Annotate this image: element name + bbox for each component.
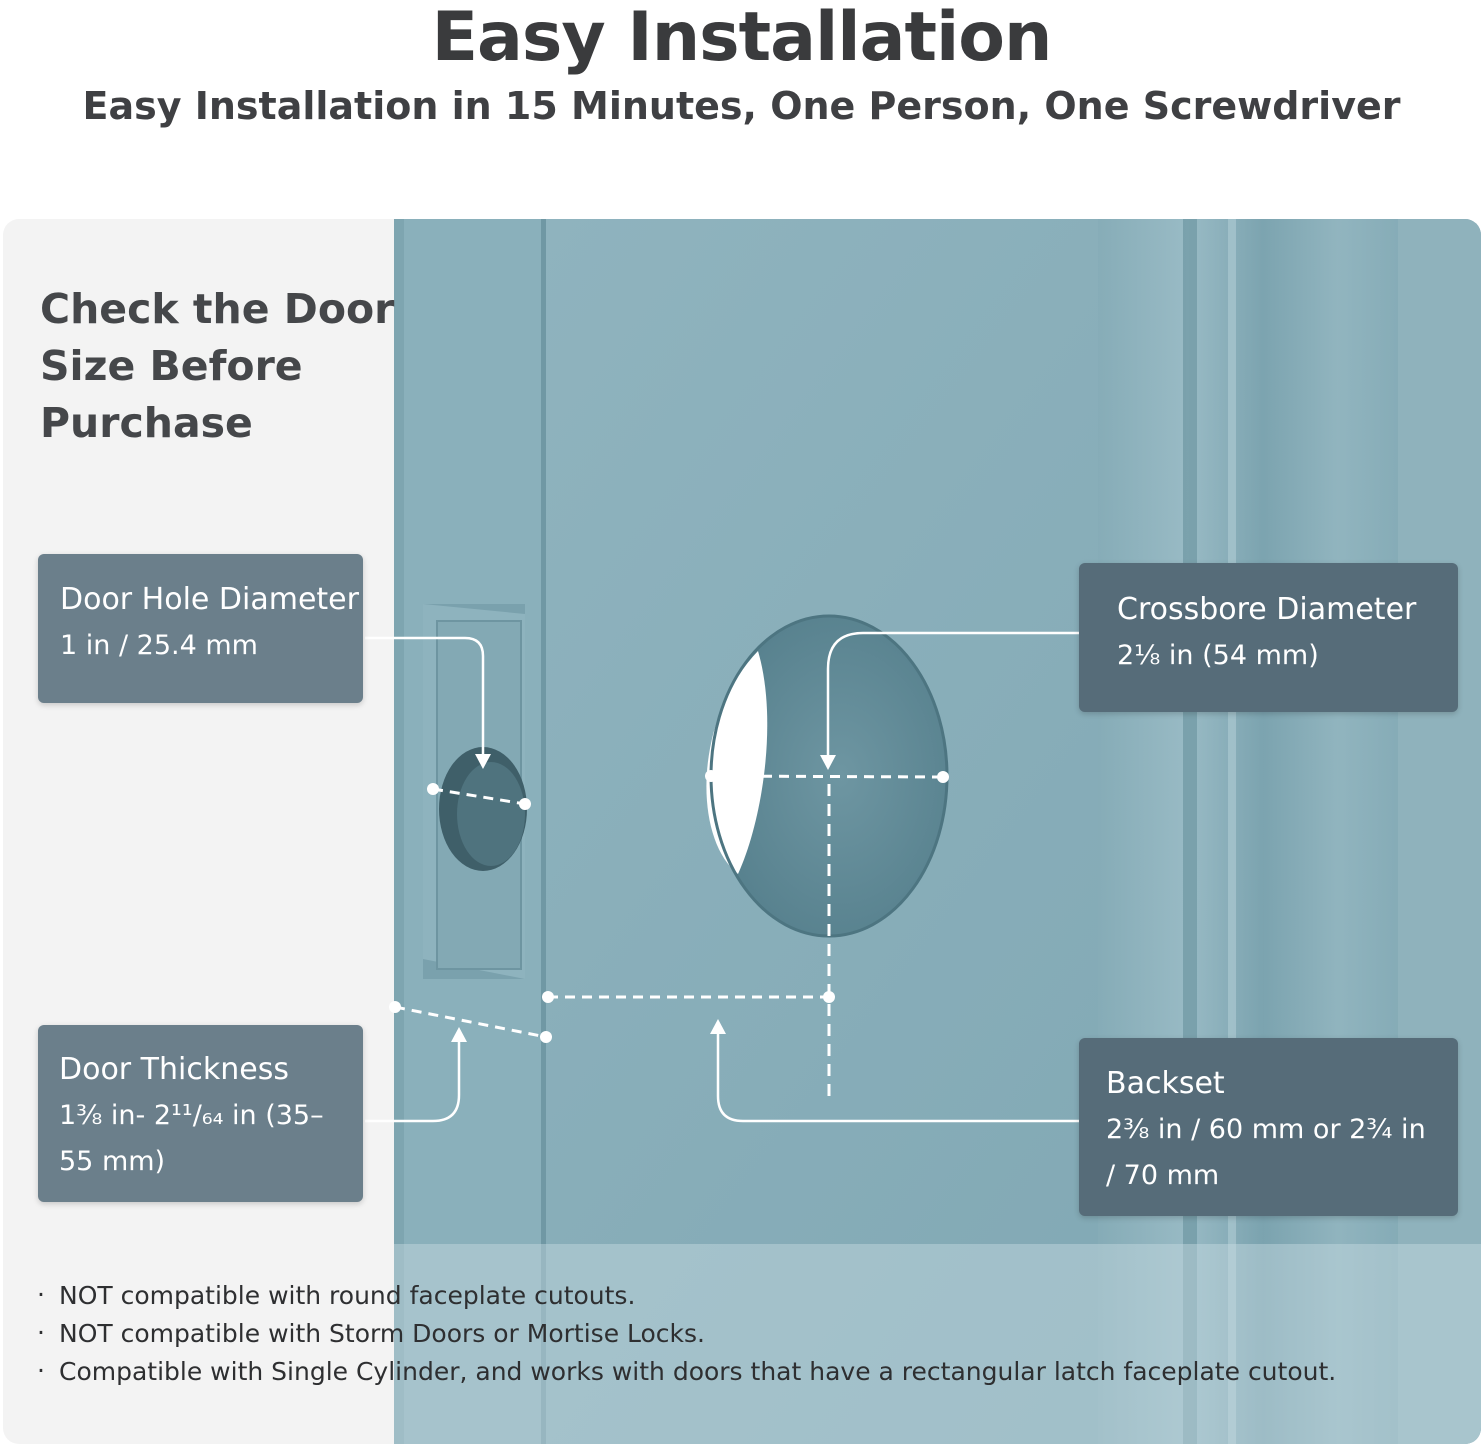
crossbore-value: 2⅛ in (54 mm)	[1117, 640, 1319, 671]
door-size-panel	[3, 219, 1481, 1444]
door-hole-value: 1 in / 25.4 mm	[60, 630, 258, 661]
note-item: · NOT compatible with round faceplate cutouts.	[37, 1277, 1336, 1315]
note-item: · Compatible with Single Cylinder, and works with doors that have a rectangular latch faceplate cutout.	[37, 1353, 1336, 1391]
crossbore-callout	[1079, 563, 1458, 712]
compatibility-notes	[37, 1277, 1336, 1391]
crossbore-title: Crossbore Diameter	[1117, 592, 1417, 627]
page-title: Easy Installation	[431, 0, 1052, 77]
backset-callout	[1079, 1038, 1458, 1216]
door-thickness-callout	[38, 1025, 363, 1202]
backset-title: Backset	[1106, 1066, 1225, 1101]
door-thickness-title: Door Thickness	[59, 1052, 289, 1087]
door-hole-title: Door Hole Diameter	[60, 582, 359, 617]
door-thickness-value: 1⅜ in- 2¹¹/₆₄ in (35–55 mm)	[59, 1100, 324, 1177]
page-subtitle: Easy Installation in 15 Minutes, One Person, One Screwdriver	[82, 84, 1401, 128]
door-hole-callout	[38, 554, 363, 703]
panel-heading: Check the Door Size Before Purchase	[40, 285, 395, 447]
note-item: · NOT compatible with Storm Doors or Mortise Locks.	[37, 1315, 1336, 1353]
latch-cutout	[423, 604, 527, 979]
backset-value: 2⅜ in / 60 mm or 2¾ in / 70 mm	[1106, 1114, 1426, 1191]
